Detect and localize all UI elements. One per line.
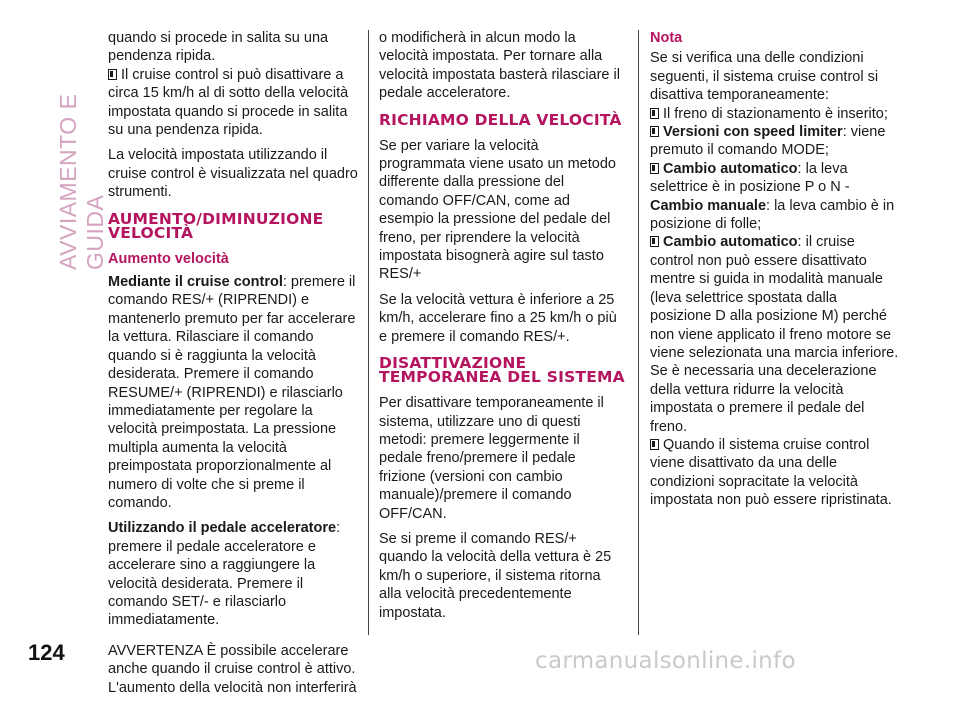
section-heading: DISATTIVAZIONE TEMPORANEA DEL SISTEMA (379, 354, 625, 387)
checkbox-bullet-icon (108, 69, 117, 80)
bullet-item: Versioni con speed limiter: viene premuto il comando MODE; (650, 124, 886, 159)
bullet-item: Quando il sistema cruise control viene disattivato da una delle condizioni sopracitate la velocità impostata non può essere ripristinata. (650, 436, 892, 509)
paragraph: AVVERTENZA È possibile accelerare anche quando il cruise control è attivo. L'aumento della velocità non interferirà (108, 642, 357, 696)
subsection-heading: Aumento velocità (108, 250, 229, 267)
paragraph: Utilizzando il pedale acceleratore: premere il pedale acceleratore e accelerare sino a raggiungere la velocità desiderata. Premere il comando SET/- e rilasciarlo immediatamente. (108, 520, 341, 629)
paragraph: Per disattivare temporaneamente il sistema, utilizzare uno di questi metodi: premere leggermente il pedale freno/premere il pedale frizione (versioni con cambio manuale)/premere il comando OFF/CAN. (379, 395, 604, 522)
section-title-vertical: AVVIAMENTO E GUIDA (55, 93, 108, 270)
checkbox-bullet-icon (650, 126, 659, 137)
paragraph: o modificherà in alcun modo la velocità impostata. Per tornare alla velocità impostata basterà rilasciare il pedale acceleratore. (379, 30, 620, 102)
paragraph: Se per variare la velocità programmata viene usato un metodo differente dalla pressione del comando OFF/CAN, come ad esempio la pressione del pedale del freno, per riprendere la velocità impostata bisognerà agire sul tasto RES/+ (379, 137, 616, 283)
paragraph: Mediante il cruise control: premere il comando RES/+ (RIPRENDI) e mantenerlo premuto per far accelerare la vettura. Rilasciare il comando quando si è raggiunta la velocità desiderata. Premere il comando RESUME/+ (RIPRENDI) e rilasciarlo immediatamente per regolare la velocità preimpostata. La pressione multipla aumenta la velocità preimpostata proporzionalmente al numero di volte che si preme il comando. (108, 274, 356, 511)
checkbox-bullet-icon (650, 108, 659, 119)
text-column-2 (379, 29, 625, 629)
paragraph: Se si preme il comando RES/+ quando la velocità della vettura è 25 km/h o superiore, il sistema ritorna alla velocità precedentemente impostata. (379, 530, 612, 621)
bullet-item: Cambio automatico: la leva selettrice è in posizione P o N - Cambio manuale: la leva cambio è in posizione di folle; (650, 160, 895, 233)
paragraph: Se si verifica una delle condizioni seguenti, il sistema cruise control si disattiva temporaneamente: (650, 50, 879, 104)
page-number: 124 (28, 640, 65, 665)
bullet-item: Il freno di stazionamento è inserito; (650, 105, 900, 123)
paragraph: quando si procede in salita su una pendenza ripida. (108, 30, 329, 65)
bullet-item: Il cruise control si può disattivare a circa 15 km/h al di sotto della velocità impostata quando si procede in salita su una pendenza ripida. (108, 66, 349, 139)
watermark: carmanualsonline.info (535, 648, 796, 674)
checkbox-bullet-icon (650, 163, 659, 174)
paragraph: La velocità impostata utilizzando il cruise control è visualizzata nel quadro strumenti. (108, 147, 358, 201)
column-divider (638, 30, 639, 635)
text-column-3 (650, 29, 900, 510)
section-heading: RICHIAMO DELLA VELOCITÀ (379, 110, 622, 129)
text-column-1 (108, 29, 358, 704)
column-divider (368, 30, 369, 635)
paragraph: Se la velocità vettura è inferiore a 25 km/h, accelerare fino a 25 km/h o più e premere il comando RES/+. (379, 291, 617, 345)
checkbox-bullet-icon (650, 236, 659, 247)
checkbox-bullet-icon (650, 439, 659, 450)
section-heading: AUMENTO/DIMINUZIONE VELOCITÀ (108, 209, 324, 242)
note-heading: Nota (650, 30, 683, 46)
bullet-item: Cambio automatico: il cruise control non può essere disattivato mentre si guida in modalità manuale (leva selettrice spostata dalla posizione D alla posizione M) perché non viene applicato il freno motore se viene selezionata una marcia inferiore. Se è necessaria una decelerazione della vettura ridurre la velocità impostata o premere il pedale del freno. (650, 234, 899, 435)
